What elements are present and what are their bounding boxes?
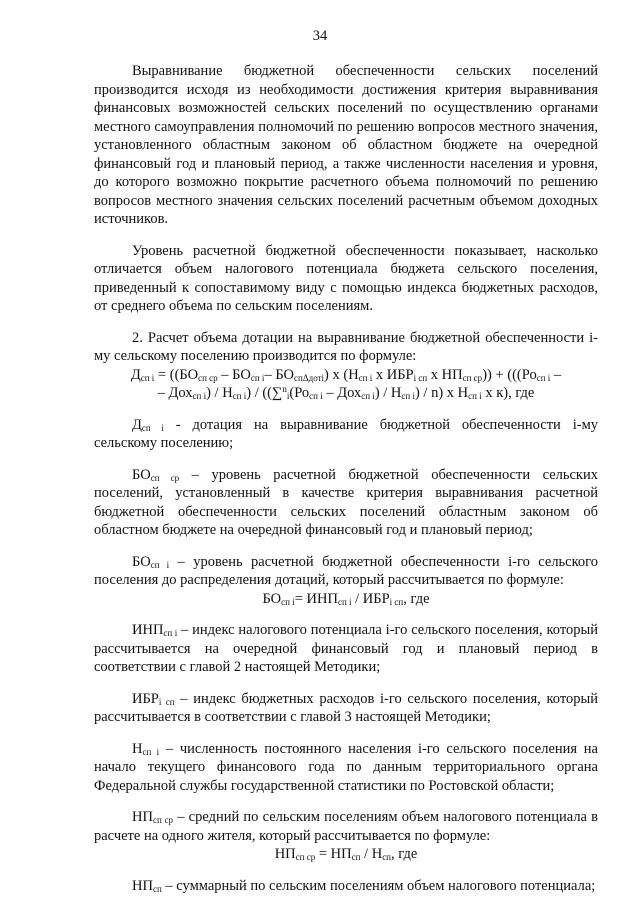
definition-ibr: $ИБР_{i сп}$ – индекс бюджетных расходов i-го сельского поселения, который рассчитывается в соответствии с главой 3 настоящей Методики; xyxy=(94,690,599,725)
definition-population: $Н_{сп i}$ – численность постоянного населения i-го сельского поселения на начало текущего финансового года по данным территориального органа Федеральной службы государственной статистики по Ростовской области; xyxy=(94,740,598,794)
definition-bo-settlement: $БО_{сп i}$ – уровень расчетной бюджетной обеспеченности i-го сельского поселения до распределения дотаций, который рассчитывается по формуле: xyxy=(94,553,599,588)
definition-bo-average: $БО_{сп ср}$ – уровень расчетной бюджетной обеспеченности сельских поселений, установленный в качестве критерия выравнивания расчетной бюджетной обеспеченности сельских поселений областным законом об областном бюджете на очередной финансовый год и плановый период; xyxy=(94,466,598,538)
definition-subsidy: $Д_{сп i}$ - дотация на выравнивание бюджетной обеспеченности i-му сельскому поселению; xyxy=(94,416,599,451)
page-number: 34 xyxy=(312,28,328,44)
formula-bo: $БО_{сп i}= ИНП_{сп i} / ИБР_{i сп}$, где xyxy=(262,590,430,607)
paragraph-fiscal-capacity-level: Уровень расчетной бюджетной обеспеченности показывает, насколько отличается объем налогового потенциала бюджета сельского поселения, приведенный к сопоставимому виду с помощью индекса бюджетных расходов, от среднего объема по сельским поселениям. xyxy=(94,242,598,314)
definition-np-total: $НП_{сп}$ – суммарный по сельским поселениям объем налогового потенциала; xyxy=(132,877,596,894)
paragraph-subsidy-calculation: 2. Расчет объема дотации на выравнивание бюджетной обеспеченности i-му сельскому поселению производится по формуле: xyxy=(94,329,598,364)
paragraph-equalization-intro: Выравнивание бюджетной обеспеченности сельских поселений производится исходя из необходимости достижения критерия выравнивания финансовых возможностей сельских поселений по осуществлению органами местного самоуправления полномочий по решению вопросов местного значения, установленного областным законом об областном бюджете на очередной финансовый год и плановый период, а также численности населения и уровня, до которого возможно покрытие расчетного объема полномочий по решению вопросов местного значения сельских поселений расчетным объемом доходных источников. xyxy=(94,63,598,227)
definition-inp: $ИНП_{сп i}$ – индекс налогового потенциала i-го сельского поселения, который рассчитывается на очередной финансовый год и плановый период в соответствии с главой 2 настоящей Методики; xyxy=(94,622,599,675)
formula-subsidy-line-2: – $Дох_{сп i}) / Н_{сп i}) / ((\sum^n_i(Ро_{сп i} - Дох_{сп i}) / Н_{сп i}) / n)$ x $Н_{сп i}$ x к), где xyxy=(157,384,535,401)
formula-subsidy-line-1: $Д_{сп i} = ((БО_{сп ср} - БО_{сп i}-$ $БО_{сп\Delta дотi}$) x ($Н_{сп i}$ x $ИБР_{i сп}$ x $НП_{сп ср})) + (((Ро_{сп i}$ – xyxy=(130,366,562,383)
formula-np-average: $НП_{сп ср} = НП_{сп} / Н_{сп}$, где xyxy=(274,846,418,862)
page-content xyxy=(94,62,598,895)
definition-np-average: $НП_{сп ср}$ – средний по сельским поселениям объем налогового потенциала в расчете на одного жителя, который рассчитывается по формуле: xyxy=(94,809,599,844)
